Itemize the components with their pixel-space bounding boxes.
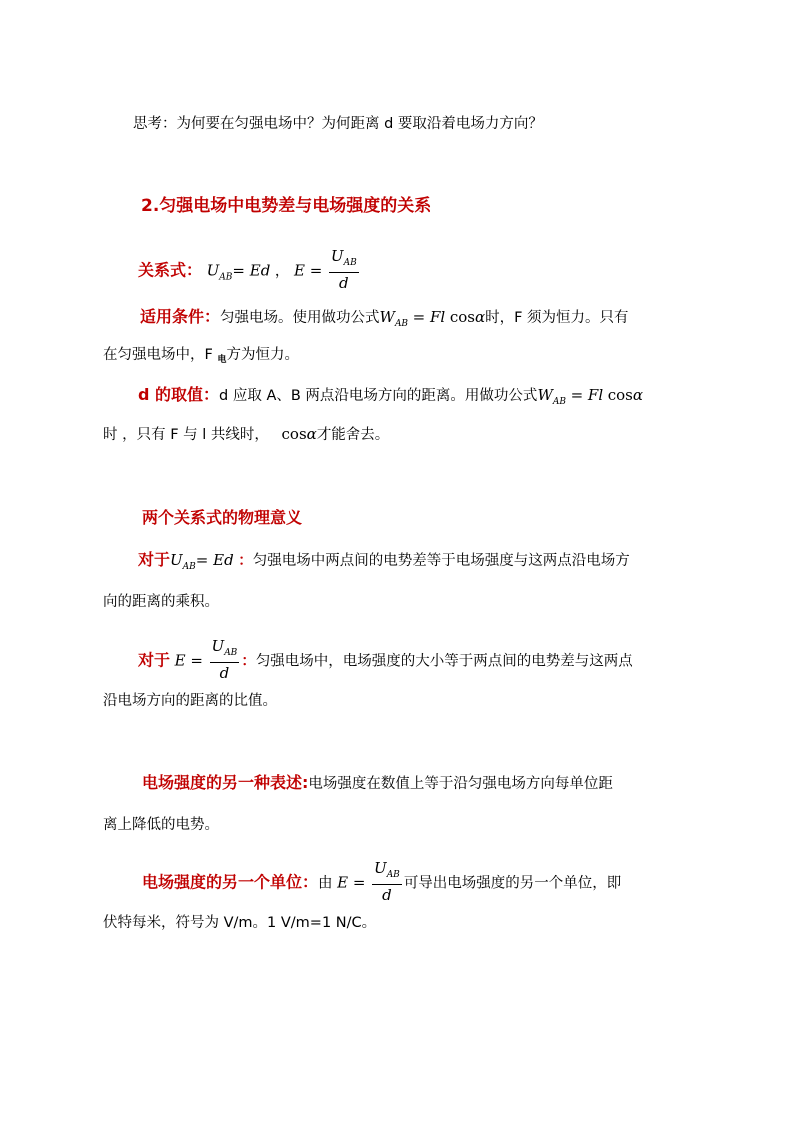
relation-eq1-U: U: [206, 261, 220, 280]
relation-separator: ，: [274, 263, 290, 280]
section-heading-text: 2.匀强电场中电势差与电场强度的关系: [141, 196, 432, 216]
d-value-eq-rhs: = Fl: [570, 386, 604, 404]
d-value-W-sub: AB: [552, 397, 566, 407]
conditions-line-2: [103, 345, 299, 370]
relation-frac-den: d: [339, 274, 349, 292]
meaning-item2-num-sub: AB: [224, 648, 238, 658]
meaning-item1-text: 匀强电场中两点间的电势差等于电场强度与这两点沿电场方: [252, 553, 630, 569]
conditions-line2-small: 电: [217, 355, 227, 365]
conditions-line2-b: 方为恒力。: [226, 347, 299, 363]
d-value-line2-end: 才能舍去。: [316, 427, 390, 443]
relation-frac-num: U: [330, 247, 344, 265]
alt-expression-text: 电场强度在数值上等于沿匀强电场方向每单位距: [308, 776, 613, 792]
alt-unit-den: d: [382, 886, 392, 904]
alt-unit-line-1: [142, 859, 622, 905]
meaning-item-1: [138, 550, 630, 577]
alt-expression-label: 电场强度的另一种表述:: [142, 773, 309, 792]
meaning-item-1-line-2: [103, 592, 219, 612]
conditions-W: W: [379, 308, 395, 326]
meaning-item2-num: U: [211, 637, 225, 655]
meaning-item2-label: 对于: [138, 650, 171, 670]
d-value-line-1: [138, 385, 643, 412]
meaning-item2-line2: 沿电场方向的距离的比值。: [103, 693, 277, 709]
conditions-line2-a: 在匀强电场中，F: [103, 347, 218, 363]
section-heading: [141, 196, 431, 216]
think-question: [133, 114, 543, 134]
relation-eq1-rhs: = Ed: [232, 261, 271, 280]
meaning-item2-colon: ：: [241, 653, 256, 670]
alt-unit-lhs: E =: [337, 873, 366, 892]
d-value-cos: cos: [607, 386, 633, 404]
alt-unit-line-2: [103, 913, 376, 933]
relation-eq2-lhs: E =: [294, 261, 323, 280]
meaning-item1-label: 对于: [138, 550, 171, 569]
meaning-item1-U: U: [170, 551, 183, 569]
alt-unit-text-2: 可导出电场强度的另一个单位，即: [403, 875, 622, 892]
meaning-item2-text: 匀强电场中，电场强度的大小等于两点间的电势差与这两点: [255, 653, 633, 670]
conditions-eq-rhs: = Fl: [412, 308, 446, 326]
conditions-cos: cos: [449, 308, 475, 326]
relation-label: 关系式：: [138, 260, 203, 280]
relation-eq1-sub: AB: [219, 272, 233, 283]
d-value-W: W: [537, 386, 553, 404]
meaning-item1-rhs: = Ed: [195, 551, 234, 569]
alt-expression-line-2: [103, 815, 219, 835]
relation-formula: [138, 247, 361, 293]
alt-expression-line2: 离上降低的电势。: [103, 817, 219, 833]
alt-unit-fraction: [372, 860, 402, 903]
alt-unit-text-1: 由: [318, 875, 333, 892]
meaning-item2-den: d: [219, 664, 230, 682]
think-question-text: 思考：为何要在匀强电场中？为何距离 d 要取沿着电场力方向？: [133, 116, 543, 132]
relation-frac-num-sub: AB: [343, 258, 357, 268]
relation-fraction: [329, 248, 359, 291]
conditions-alpha: α: [474, 308, 486, 326]
d-value-text-1: d 应取 A、B 两点沿电场方向的距离。用做功公式: [219, 388, 538, 404]
alt-expression-line-1: [142, 773, 613, 794]
alt-unit-line2: 伏特每米，符号为 V/m。1 V/m=1 N/C。: [103, 915, 377, 931]
meaning-heading: [142, 508, 302, 528]
meaning-item2-lhs: E =: [174, 651, 203, 670]
conditions-W-sub: AB: [394, 319, 409, 329]
alt-unit-label: 电场强度的另一个单位：: [142, 872, 319, 892]
d-value-line2: 时 ，只有 F 与 l 共线时，: [103, 427, 269, 443]
meaning-item1-line2: 向的距离的乘积。: [103, 594, 219, 610]
meaning-item1-colon: ：: [238, 553, 253, 569]
d-value-line2-alpha: α: [306, 425, 317, 443]
meaning-item1-sub: AB: [182, 562, 196, 572]
conditions-line-1: [140, 307, 629, 334]
alt-unit-num: U: [374, 859, 387, 877]
meaning-item-2: [138, 637, 633, 683]
meaning-heading-text: 两个关系式的物理意义: [142, 508, 303, 527]
meaning-item2-fraction: [210, 638, 240, 681]
d-value-label: d 的取值：: [138, 385, 220, 404]
meaning-item-2-line-2: [103, 691, 277, 711]
d-value-line-2: [103, 424, 389, 445]
conditions-text-1: 匀强电场。使用做功公式: [220, 310, 380, 326]
alt-unit-num-sub: AB: [386, 870, 400, 880]
conditions-label: 适用条件：: [140, 307, 221, 326]
conditions-text-2: 时，F 须为恒力。只有: [485, 310, 629, 326]
d-value-line2-cos: cos: [281, 425, 307, 443]
d-value-alpha: α: [632, 386, 644, 404]
